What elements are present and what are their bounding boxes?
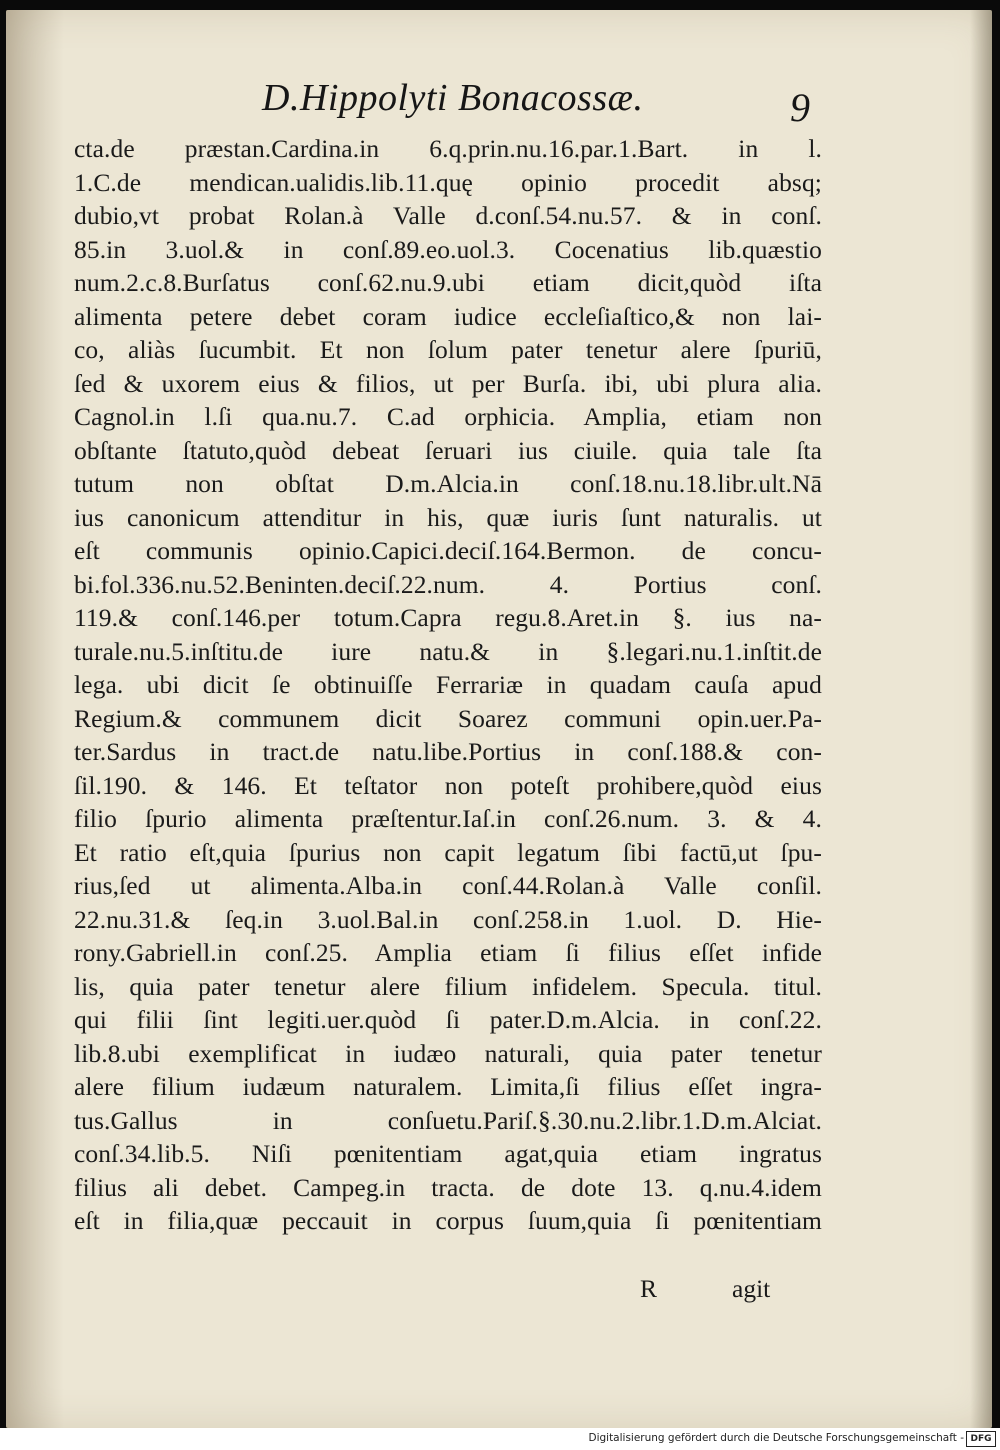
text-line: obſtante ſtatuto,quòd debeat ſeruari ius ciuile. quia tale ſta [74, 435, 822, 465]
funding-note: Digitalisierung gefördert durch die Deutsche Forschungsgemeinschaft - [588, 1432, 964, 1444]
text-line: dubio,vt probat Rolan.à Valle d.conſ.54.nu.57. & in conſ. [74, 201, 822, 230]
text-line: alere filium iudæum naturalem. Limita,ſi filius eſſet ingra- [74, 1072, 822, 1101]
signature-mark: R [640, 1274, 658, 1303]
page-gutter-shadow [6, 10, 64, 1428]
text-line: 119.& conſ.146.per totum.Capra regu.8.Aret.in §. ius na- [74, 603, 822, 632]
text-line: lib.8.ubi exemplificat in iudæo naturali, quia pater tenetur [74, 1038, 822, 1068]
text-line: co, aliàs ſucumbit. Et non ſolum pater tenetur alere ſpuriū, [74, 335, 822, 364]
text-line: eſt in filia,quæ peccauit in corpus ſuum,quia ſi pœnitentiam [74, 1206, 822, 1235]
page-number: 9 [790, 85, 810, 130]
text-line: tus.Gallus in conſuetu.Pariſ.§.30.nu.2.libr.1.D.m.Alciat. [74, 1105, 822, 1135]
catchword: agit [732, 1274, 771, 1303]
text-line: 1.C.de mendican.ualidis.lib.11.quę opinio procedit absq; [74, 167, 822, 197]
text-line: tutum non obſtat D.m.Alcia.in conſ.18.nu.18.libr.ult.Nā [74, 469, 822, 498]
text-line: ius canonicum attenditur in his, quæ iuris ſunt naturalis. ut [74, 502, 822, 532]
text-line: Regium.& communem dicit Soarez communi opin.uer.Pa- [74, 703, 822, 733]
text-line: Cagnol.in l.ſi qua.nu.7. C.ad orphicia. Amplia, etiam non [74, 402, 822, 431]
text-line: eſt communis opinio.Capici.deciſ.164.Bermon. de concu- [74, 536, 822, 565]
text-line: filio ſpurio alimenta præſtentur.Iaſ.in conſ.26.num. 3. & 4. [74, 804, 822, 833]
text-line: rius,ſed ut alimenta.Alba.in conſ.44.Rolan.à Valle conſil. [74, 871, 822, 900]
text-line: Et ratio eſt,quia ſpurius non capit legatum ſibi factū,ut ſpu- [74, 837, 822, 867]
body-text [74, 132, 822, 1238]
dfg-logo: DFG [966, 1431, 996, 1447]
text-line: ter.Sardus in tract.de natu.libe.Portius in conſ.188.& con- [74, 737, 822, 766]
text-line: rony.Gabriell.in conſ.25. Amplia etiam ſi filius eſſet infide [74, 938, 822, 967]
text-line: num.2.c.8.Burſatus conſ.62.nu.9.ubi etiam dicit,quòd iſta [74, 268, 822, 297]
text-line: 85.in 3.uol.& in conſ.89.eo.uol.3. Cocenatius lib.quæstio [74, 234, 822, 264]
text-line: cta.de præstan.Cardina.in 6.q.prin.nu.16.par.1.Bart. in l. [74, 134, 822, 163]
text-line: 22.nu.31.& ſeq.in 3.uol.Bal.in conſ.258.in 1.uol. D. Hie- [74, 904, 822, 934]
text-line: lega. ubi dicit ſe obtinuiſſe Ferrariæ in quadam cauſa apud [74, 670, 822, 699]
text-line: ſil.190. & 146. Et teſtator non poteſt prohibere,quòd eius [74, 770, 822, 800]
text-line: qui filii ſint legiti.uer.quòd ſi pater.D.m.Alcia. in conſ.22. [74, 1005, 822, 1034]
text-line: filius ali debet. Campeg.in tracta. de dote 13. q.nu.4.idem [74, 1172, 822, 1202]
page-foot [74, 1274, 822, 1308]
text-line: ſed & uxorem eius & filios, ut per Burſa. ibi, ubi plura alia. [74, 368, 822, 398]
text-line: turale.nu.5.inſtitu.de iure natu.& in §.legari.nu.1.inſtit.de [74, 636, 822, 666]
digitization-footer [0, 1428, 1000, 1450]
text-line: alimenta petere debet coram iudice eccleſiaſtico,& non lai- [74, 301, 822, 331]
text-line: conſ.34.lib.5. Niſi pœnitentiam agat,quia etiam ingratus [74, 1139, 822, 1168]
running-head: D.Hippolyti Bonacossæ. [262, 77, 644, 119]
text-line: bi.fol.336.nu.52.Beninten.deciſ.22.num. 4. Portius conſ. [74, 569, 822, 599]
text-line: lis, quia pater tenetur alere filium infidelem. Specula. titul. [74, 971, 822, 1001]
page-edge-shadow [970, 10, 992, 1428]
